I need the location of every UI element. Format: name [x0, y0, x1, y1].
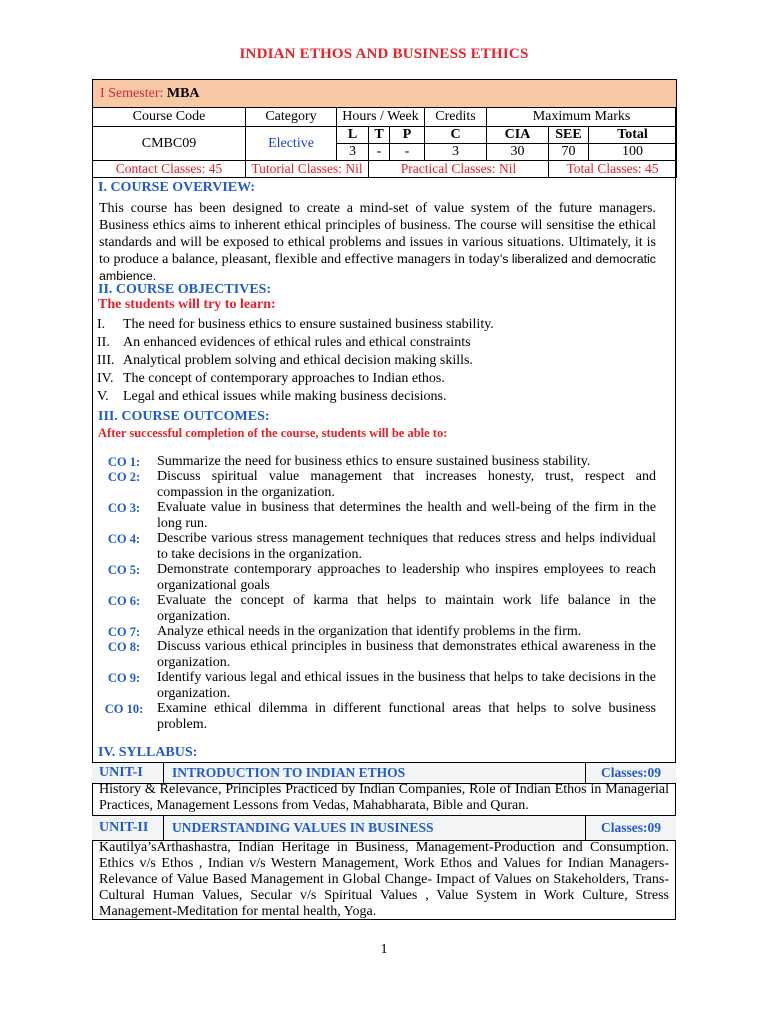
- tutorial-classes: Tutorial Classes: Nil: [246, 161, 369, 178]
- objective-number: IV.: [97, 371, 114, 386]
- page-number: 1: [380, 942, 388, 957]
- value-C: 3: [425, 144, 487, 161]
- outcome-label: CO 9:: [107, 671, 141, 685]
- value-SEE: 70: [549, 144, 589, 161]
- header-T: T: [369, 127, 390, 144]
- value-P: -: [390, 144, 425, 161]
- unit-content: Kautilya’sArthashastra, Indian Heritage in Business, Management-Production and Consumption. Ethics v/s Ethos , Indian v/s Western Management, Work Ethos and Values for Indian Managers- Relevance of Value Based Management in Global Change- Impact of Values on Stakeholders, Trans-Cultural Human Values, Secular v/s Spiritual Values , Value System in Work Culture, Stress Management-Meditation for mental health, Yoga.: [99, 840, 669, 919]
- outcome-text: Examine ethical dilemma in different functional areas that helps to solve business problem.: [157, 701, 656, 732]
- overview-heading: I. COURSE OVERVIEW:: [98, 180, 256, 195]
- category-value: Elective: [246, 127, 337, 161]
- value-Total: 100: [589, 144, 677, 161]
- value-T: -: [369, 144, 390, 161]
- objective-text: The concept of contemporary approaches to Indian ethos.: [123, 371, 445, 386]
- outcome-text: Analyze ethical needs in the organization that identify problems in the firm.: [157, 624, 582, 639]
- outcome-label: CO 3:: [107, 501, 141, 515]
- header-credits: Credits: [425, 108, 487, 127]
- header-SEE: SEE: [549, 127, 589, 144]
- objective-number: I.: [97, 317, 106, 332]
- unit-title: INTRODUCTION TO INDIAN ETHOS: [164, 763, 586, 783]
- objective-number: II.: [97, 335, 110, 350]
- syllabus-heading: IV. SYLLABUS:: [98, 745, 198, 760]
- header-maximum-marks: Maximum Marks: [487, 108, 677, 127]
- outcome-label: CO 7:: [107, 625, 141, 639]
- unit-label: UNIT-II: [92, 816, 164, 840]
- outcomes-heading: III. COURSE OUTCOMES:: [98, 409, 270, 424]
- objectives-heading: II. COURSE OBJECTIVES:: [98, 282, 272, 297]
- objective-text: Analytical problem solving and ethical decision making skills.: [123, 353, 473, 368]
- unit-classes: Classes:09: [601, 765, 661, 780]
- unit-header: [92, 762, 676, 784]
- header-Total: Total: [589, 127, 677, 144]
- header-category: Category: [246, 108, 337, 127]
- outcome-text: Identify various legal and ethical issues in the business that helps to take decisions in the organization.: [157, 670, 656, 701]
- overview-paragraph: [99, 200, 656, 285]
- outcome-label: CO 10:: [104, 702, 144, 716]
- contact-classes: Contact Classes: 45: [93, 161, 246, 178]
- value-L: 3: [337, 144, 369, 161]
- outcome-label: CO 4:: [107, 532, 141, 546]
- objective-item: [97, 316, 667, 333]
- objective-text: Legal and ethical issues while making business decisions.: [123, 389, 447, 404]
- objective-item: [97, 334, 667, 351]
- outcomes-subheading: After successful completion of the course, students will be able to:: [98, 426, 448, 440]
- objectives-subheading: The students will try to learn:: [98, 297, 276, 312]
- header-course-code: Course Code: [93, 108, 246, 127]
- overview-text-tail: ’s liberalized and democratic ambience.: [99, 252, 656, 283]
- semester-row: [93, 80, 677, 108]
- unit-header: [92, 815, 676, 841]
- semester-value: MBA: [166, 85, 200, 101]
- objective-text: An enhanced evidences of ethical rules and ethical constraints: [123, 335, 471, 350]
- header-C: C: [425, 127, 487, 144]
- unit-content: History & Relevance, Principles Practiced by Indian Companies, Role of Indian Ethos in Managerial Practices, Management Lessons from Vedas, Mahabharata, Bible and Quran.: [99, 782, 669, 813]
- objective-item: [97, 370, 667, 387]
- header-CIA: CIA: [487, 127, 549, 144]
- outcome-text: Demonstrate contemporary approaches to leadership who inspires employees to reach organizational goals: [157, 562, 656, 593]
- outcome-label: CO 8:: [107, 640, 141, 654]
- unit-title: UNDERSTANDING VALUES IN BUSINESS: [164, 816, 586, 840]
- header-L: L: [337, 127, 369, 144]
- outcome-text: Discuss various ethical principles in business that demonstrates ethical awareness in the organization.: [157, 639, 656, 670]
- outcome-label: CO 2:: [107, 470, 141, 484]
- outcome-label: CO 1:: [107, 455, 141, 469]
- outcome-text: Evaluate value in business that determines the health and well-being of the firm in the long run.: [157, 500, 656, 531]
- header-P: P: [390, 127, 425, 144]
- objective-number: III.: [97, 353, 115, 368]
- practical-classes: Practical Classes: Nil: [369, 161, 549, 178]
- unit-classes: Classes:09: [601, 820, 661, 835]
- outcome-label: CO 5:: [107, 563, 141, 577]
- objective-number: V.: [97, 389, 109, 404]
- outcome-text: Discuss spiritual value management that increases honesty, trust, respect and compassion in the organization.: [157, 469, 656, 500]
- semester-label: I Semester:: [100, 85, 164, 101]
- document-title: INDIAN ETHOS AND BUSINESS ETHICS: [239, 46, 529, 62]
- objective-item: [97, 388, 667, 405]
- value-CIA: 30: [487, 144, 549, 161]
- objective-text: The need for business ethics to ensure sustained business stability.: [123, 317, 494, 332]
- objective-item: [97, 352, 667, 369]
- outcome-label: CO 6:: [107, 594, 141, 608]
- outcome-text: Evaluate the concept of karma that helps to maintain work life balance in the organization.: [157, 593, 656, 624]
- total-classes: Total Classes: 45: [549, 161, 677, 178]
- course-code-value: CMBC09: [93, 127, 246, 161]
- outcome-text: Summarize the need for business ethics to ensure sustained business stability.: [157, 454, 591, 469]
- course-info-table: [92, 79, 677, 178]
- overview-text: This course has been designed to create a mind-set of value system of the future managers. Business ethics aims to inherent ethical principles of business. The course will sensitise the ethical standards and will be exposed to ethical problems and issues in various situations. Ultimately, it is to produce a balance, pleasant, flexible and effective managers in today: [99, 201, 656, 267]
- outcome-text: Describe various stress management techniques that reduces stress and helps individual to take decisions in the organization.: [157, 531, 656, 562]
- unit-label: UNIT-I: [92, 763, 164, 783]
- header-hours-week: Hours / Week: [337, 108, 425, 127]
